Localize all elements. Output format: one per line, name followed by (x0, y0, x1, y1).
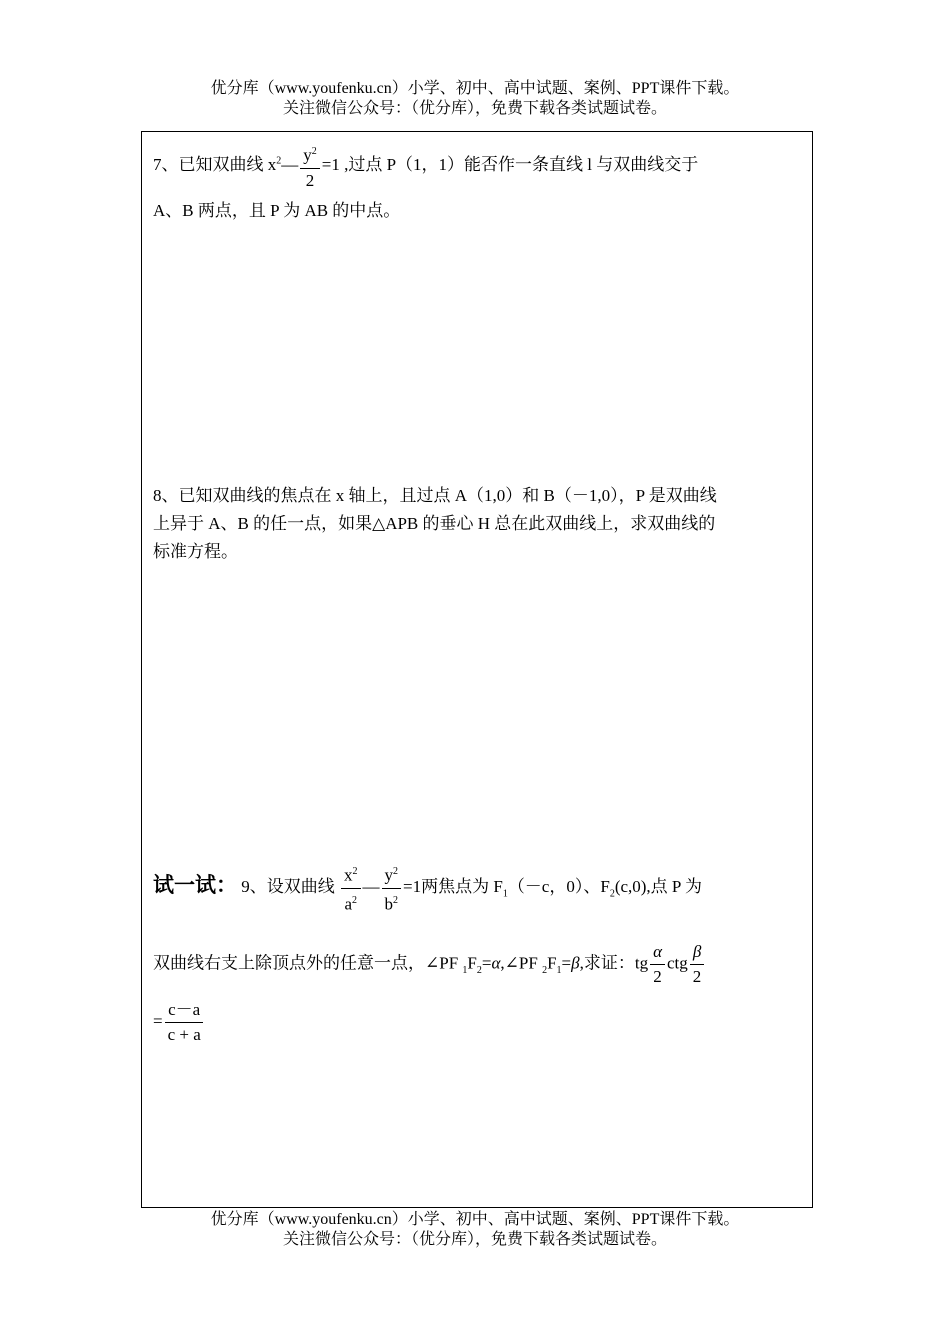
q7-equation: $x^2—$ $\frac{y^2}{2}$ =1 (268, 155, 344, 174)
q7-line-1 (153, 140, 698, 193)
page-footer (0, 1210, 950, 1250)
q9-fraction-y: $\frac{y^2}{b^2}$ (382, 860, 402, 916)
beta-half: $\frac{\beta}{2}$ (690, 940, 705, 989)
q9-line-3: = $\frac{c-a}{c + a}$ (153, 998, 206, 1047)
header-line-2: 关注微信公众号：（优分库），免费下载各类试题试卷。 (282, 100, 667, 117)
q8-text: 8、已知双曲线的焦点在 x 轴上，且过点 A（1,0）和 B（－1,0），P 是双曲线 上异于 A、B 的任一点，如果△APB 的垂心 H 总在此双曲线上，求双曲线的 标准方程。 (153, 486, 717, 561)
question-box (141, 131, 813, 1208)
final-fraction: $\frac{c-a}{c + a}$ (165, 998, 204, 1047)
alpha-half: $\frac{\alpha}{2}$ (650, 940, 665, 989)
header-line-1: 优分库（www.youfenku.cn）小学、初中、高中试题、案例、PPT课件下载。 (210, 80, 740, 97)
q9-line-1: 试一试： 9、设双曲线 $\frac{x^2}{a^2}$ — $\frac{y^2}{b^2}$ =1两焦点为 $F_1(-c$，0）、$F_2(c,0)$,点 P 为 (153, 860, 702, 916)
q7-fraction: $\frac{y^2}{2}$ (300, 140, 320, 193)
footer-line-2: 关注微信公众号：（优分库），免费下载各类试题试卷。 (282, 1231, 667, 1248)
q7-line-2: A、B 两点，且 P 为 AB 的中点。 (153, 201, 401, 220)
footer-line-1: 优分库（www.youfenku.cn）小学、初中、高中试题、案例、PPT课件下载。 (210, 1211, 740, 1228)
try-label: 试一试： (153, 873, 237, 898)
q7-text: ,过点 P（1，1）能否作一条直线 l 与双曲线交于 (344, 155, 699, 175)
page-header (0, 79, 950, 119)
q9-fraction-x: $\frac{x^2}{a^2}$ (341, 860, 361, 916)
q9-line-2: 双曲线右支上除顶点外的任意一点，∠PF $_1F_2=\alpha,\angle PF$ $_2F_1=\beta$,求证：tg $\frac{\alpha}{2}$ ctg $\frac{\beta}{2}$ (153, 940, 706, 989)
q7-prefix: 7、已知双曲线 (153, 155, 264, 175)
